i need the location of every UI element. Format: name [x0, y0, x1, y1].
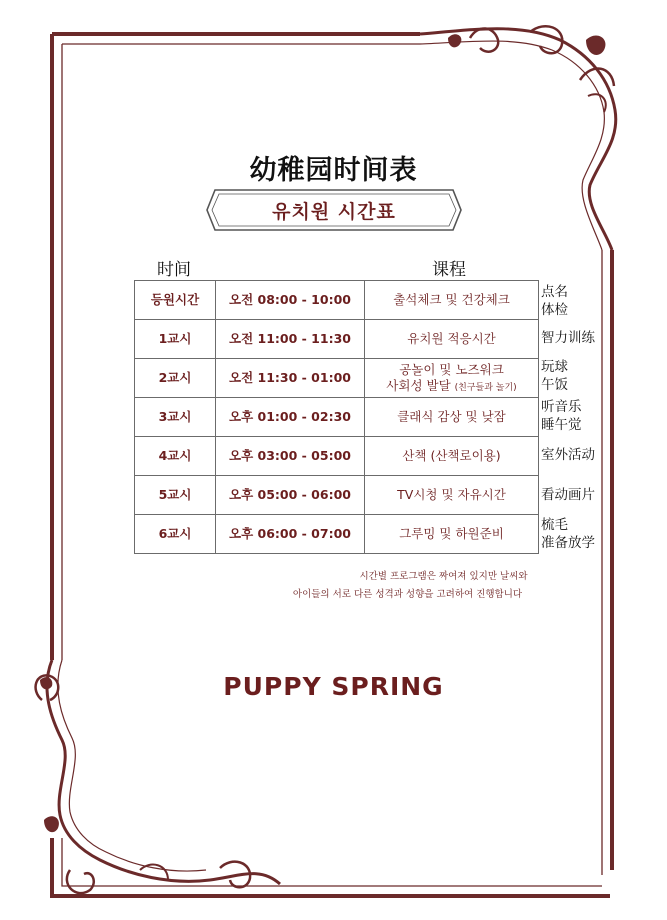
side-note-line: 智力训练 [541, 330, 595, 346]
course-cell: 유치원 적응시간 [365, 320, 539, 359]
subtitle: 유치원 시간표 [272, 200, 396, 223]
side-note-line: 室外活动 [541, 447, 595, 463]
side-note [541, 398, 582, 434]
period-cell: 4교시 [135, 437, 216, 476]
time-cell: 오전 11:30 - 01:00 [216, 359, 365, 398]
footnote-line: 아이들의 서로 다른 성격과 성향을 고려하여 진행합니다 [292, 589, 523, 600]
table-row [135, 398, 539, 437]
side-note [541, 446, 595, 464]
subtitle-banner [205, 186, 463, 234]
course-cell: 그루밍 및 하원준비 [365, 515, 539, 554]
time-cell: 오전 08:00 - 10:00 [216, 281, 365, 320]
side-note-line: 看动画片 [541, 487, 595, 503]
side-note-line: 准备放学 [541, 535, 595, 552]
course-column-header: 课程 [432, 260, 466, 280]
time-cell: 오후 01:00 - 02:30 [216, 398, 365, 437]
period-cell: 3교시 [135, 398, 216, 437]
footnote [110, 568, 667, 585]
course-cell: 출석체크 및 건강체크 [365, 281, 539, 320]
period-cell: 1교시 [135, 320, 216, 359]
table-row [135, 476, 539, 515]
schedule-table [134, 280, 539, 554]
course-note-small: (친구들과 놀기) [454, 382, 517, 393]
table-row [135, 437, 539, 476]
table-row [135, 320, 539, 359]
course-cell: 클래식 감상 및 낮잠 [365, 398, 539, 437]
brand-logo: PUPPY SPRING [223, 672, 444, 701]
course-sub [365, 378, 538, 395]
side-note-line: 梳毛 [541, 517, 568, 533]
course-main: 공놀이 및 노즈워크 [399, 361, 504, 377]
table-row [135, 281, 539, 320]
course-cell: 산책 (산책로이용) [365, 437, 539, 476]
side-note [541, 329, 595, 347]
table-row [135, 359, 539, 398]
side-note [541, 358, 568, 394]
time-cell: 오후 06:00 - 07:00 [216, 515, 365, 554]
time-cell: 오전 11:00 - 11:30 [216, 320, 365, 359]
side-note-line: 点名 [541, 284, 568, 300]
course-cell [365, 359, 539, 398]
period-cell: 등원시간 [135, 281, 216, 320]
side-note-line: 听音乐 [541, 399, 582, 415]
period-cell: 5교시 [135, 476, 216, 515]
side-note-line: 睡午觉 [541, 417, 582, 434]
period-cell: 2교시 [135, 359, 216, 398]
side-note-line: 玩球 [541, 359, 568, 375]
course-note: 사회성 발달 [386, 377, 451, 393]
side-note-line: 午饭 [541, 377, 568, 394]
side-note [541, 516, 595, 552]
page-title: 幼稚园时间表 [249, 155, 418, 186]
time-cell: 오후 03:00 - 05:00 [216, 437, 365, 476]
table-row [135, 515, 539, 554]
side-note [541, 283, 568, 319]
time-column-header: 时间 [157, 260, 191, 280]
side-note [541, 486, 595, 504]
course-cell: TV시청 및 자유시간 [365, 476, 539, 515]
period-cell: 6교시 [135, 515, 216, 554]
time-cell: 오후 05:00 - 06:00 [216, 476, 365, 515]
side-note-line: 体检 [541, 302, 568, 319]
footnote [74, 586, 667, 603]
footnote-line: 시간별 프로그램은 짜여져 있지만 날씨와 [359, 571, 528, 582]
